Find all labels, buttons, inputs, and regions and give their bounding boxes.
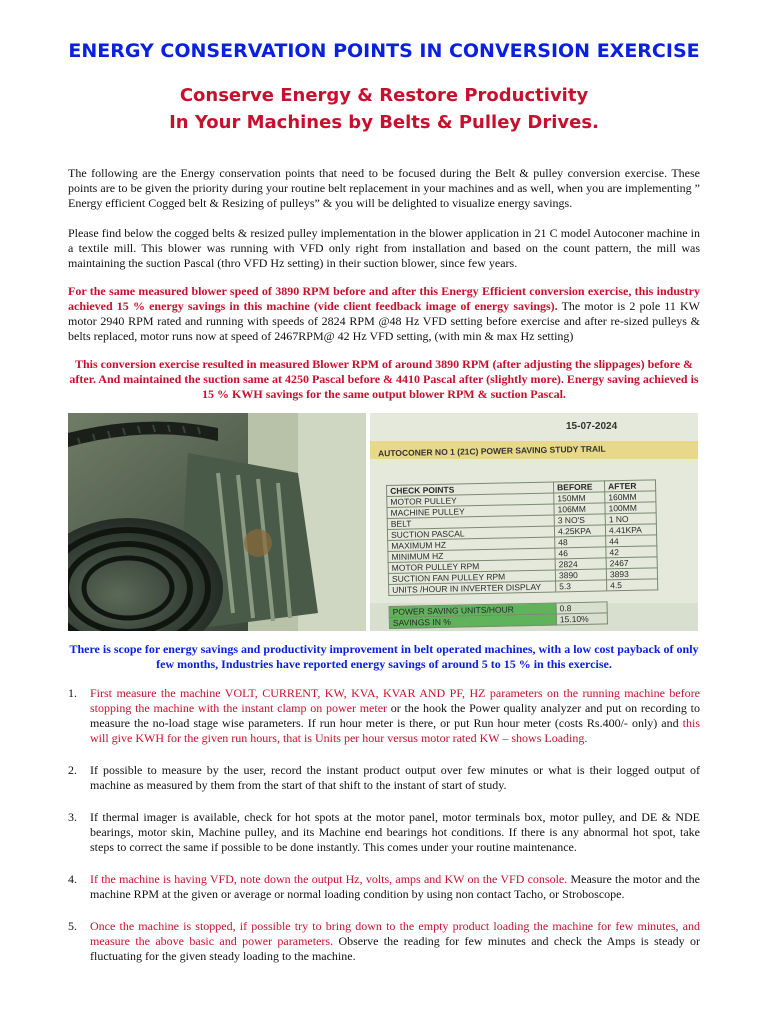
point-emphasis-text: Once the machine is stopped, if possible try to bring down to the empty product loading the machine for few minutes, and measure the above basic and power parameters. [90, 919, 700, 948]
point-emphasis-text: If the machine is having VFD, note down the output Hz, volts, amps and KW on the VFD console. [90, 872, 568, 886]
summary-value: 0.8 [556, 602, 607, 614]
table-cell: BELT [387, 515, 554, 529]
point-emphasis-text: First measure the machine VOLT, CURRENT, KW, KVA, KVAR AND PF, HZ parameters on the running machine before stopping the machine with the instant clamp on power meter [90, 686, 700, 715]
intro-paragraph: The following are the Energy conservation points that need to be focused during the Belt & pulley conversion exercise. These points are to be given the priority during your routine belt replacement in your machines and as well, when you are implementing ” Energy efficient Cogged belt & Resizing of pulleys” & you will be delighted to visualize energy savings. [68, 166, 700, 210]
table-cell: MACHINE PULLEY [387, 504, 554, 518]
summary-value: 15.10% [556, 613, 607, 625]
table-cell: 48 [555, 536, 606, 548]
table-cell: UNITS /HOUR IN INVERTER DISPLAY [389, 581, 556, 595]
sheet-heading: AUTOCONER NO 1 (21C) POWER SAVING STUDY TRAIL [377, 443, 606, 459]
table-cell: 4.41KPA [605, 524, 656, 536]
list-item [68, 810, 700, 855]
scope-statement: There is scope for energy savings and productivity improvement in belt operated machines, with a low cost payback of only few months, Industries have reported energy savings of around 5 to 15 % in this exercise. [69, 642, 699, 671]
result-detail-text: The motor is 2 pole 11 KW motor 2940 RPM rated and running with speeds of 2824 RPM @48 Hz VFD setting before exercise and after re-sized pulleys & belts replaced, motor runs now at speed of 2467RPM@ 42 Hz VFD setting, (with min & max Hz setting) [68, 299, 700, 343]
table-cell: MINIMUM HZ [388, 548, 555, 562]
table-cell: 1 NO [605, 513, 656, 525]
table-cell: 2467 [606, 557, 657, 569]
point-text: Observe the reading for few minutes and check the Amps is steady or fluctuating for the given steady loading to the machine. [90, 934, 701, 963]
table-cell: 160MM [605, 491, 656, 503]
table-cell: MOTOR PULLEY RPM [388, 559, 555, 573]
column-header: BEFORE [553, 481, 604, 493]
blower-photo [68, 413, 366, 631]
savings-highlight: This conversion exercise resulted in measured Blower RPM of around 3890 RPM (after adjusting the slippages) before & after. And maintained the suction same at 4250 Pascal before & 4410 Pascal after (slightly more). Energy saving achieved is 15 % KWH savings for the same output blower RPM & suction Pascal. [69, 357, 699, 401]
table-cell: 3890 [555, 569, 606, 581]
blower-photo-illustration [68, 413, 366, 631]
table-cell: 106MM [554, 503, 605, 515]
table-cell: SUCTION PASCAL [387, 526, 554, 540]
table-cell: 3893 [606, 568, 657, 580]
document-title: ENERGY CONSERVATION POINTS IN CONVERSION EXERCISE [68, 40, 700, 62]
point-emphasis-text: this will give KWH for the given run hours, that is Units per hour versus motor rated KW – shows Loading. [90, 716, 700, 745]
table-cell: 2824 [555, 558, 606, 570]
energy-points-list [68, 686, 700, 981]
point-text: or the hook the Power quality analyzer and put on recording to measure the no-load stage wise parameters. If run hour meter is there, or put Run hour meter (costs Rs.400/- only) and [90, 701, 700, 730]
table-cell: 4.5 [607, 579, 658, 591]
table-cell: 44 [606, 535, 657, 547]
result-paragraph [68, 284, 700, 344]
table-cell: MAXIMUM HZ [388, 537, 555, 551]
subtitle-line-2: In Your Machines by Belts & Pulley Drives. [169, 112, 599, 133]
table-cell: 42 [606, 546, 657, 558]
list-item [68, 872, 700, 902]
point-text: Measure the motor and the machine RPM at the given or average or normal loading condition by using non contact Tacho, or Stroboscope. [90, 872, 700, 901]
sheet-date: 15-07-2024 [566, 421, 618, 432]
case-study-paragraph: Please find below the cogged belts & resized pulley implementation in the blower application in 21 C model Autoconer machine in a textile mill. This blower was running with VFD only right from installation and based on the count pattern, the mill was maintaining the suction Pascal (thro VFD Hz setting) in their suction blower, since few years. [68, 226, 700, 270]
list-item [68, 763, 700, 793]
column-header: AFTER [604, 480, 655, 492]
table-cell: 4.25KPA [554, 525, 605, 537]
column-header: CHECK POINTS [387, 482, 554, 496]
table-cell: 3 NO'S [554, 514, 605, 526]
table-cell: 150MM [554, 492, 605, 504]
summary-label: POWER SAVING UNITS/HOUR [389, 603, 556, 617]
table-cell: 100MM [605, 502, 656, 514]
list-number: 4. [68, 872, 77, 886]
summary-label: SAVINGS IN % [389, 614, 556, 628]
list-number: 5. [68, 919, 77, 933]
power-saving-spreadsheet-photo [370, 413, 698, 631]
subtitle-line-1: Conserve Energy & Restore Productivity [179, 85, 589, 106]
list-number: 3. [68, 810, 77, 824]
list-number: 1. [68, 686, 77, 700]
list-item [68, 919, 700, 964]
point-text: If thermal imager is available, check for hot spots at the motor panel, motor terminals box, motor pulley, and DE & NDE bearings, motor skin, Machine pulley, and its Machine end bearings hot conditions. If there is any abnormal hot spot, take steps to correct the same if possible to be done instantly. This comes under your routine maintenance. [90, 810, 700, 854]
table-cell: 46 [555, 547, 606, 559]
table-cell: SUCTION FAN PULLEY RPM [388, 570, 555, 584]
list-number: 2. [68, 763, 77, 777]
power-saving-table [386, 479, 659, 629]
point-text: If possible to measure by the user, record the instant product output over few minutes or what is their logged output of machine as measured by them from the start of that shift to the instant of start of study. [90, 763, 700, 792]
list-item [68, 686, 700, 746]
table-cell: 5.3 [556, 580, 607, 592]
result-highlight-text: For the same measured blower speed of 3890 RPM before and after this Energy Efficient conversion exercise, this industry achieved 15 % energy savings in this machine (vide client feedback image of energy savings). [68, 284, 700, 313]
table-cell: MOTOR PULLEY [387, 493, 554, 507]
